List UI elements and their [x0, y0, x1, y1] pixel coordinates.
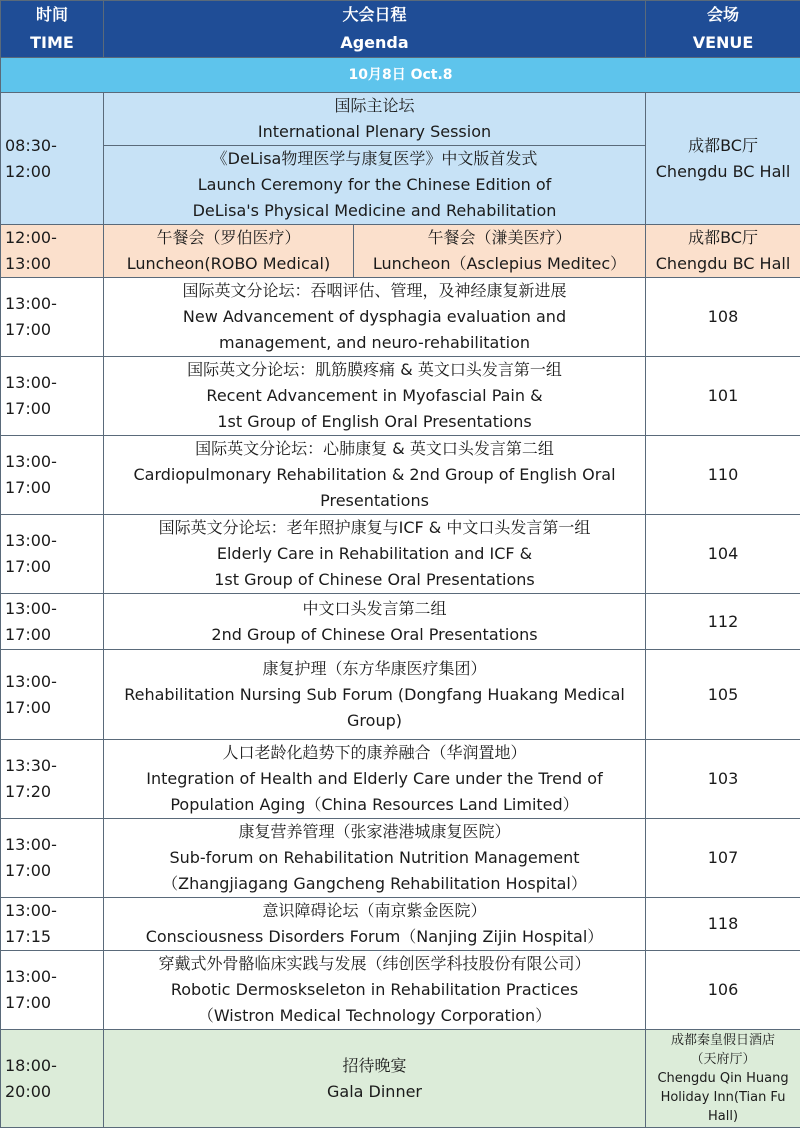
session-title — [104, 515, 646, 594]
session-time: 13:00-17:00 — [1, 278, 104, 357]
session-venue: 112 — [646, 594, 800, 650]
lunch-venue-en: Chengdu BC Hall — [650, 251, 796, 277]
session-time: 13:30-17:20 — [1, 740, 104, 819]
session-row — [1, 357, 800, 436]
session-line: New Advancement of dysphagia evaluation and — [108, 304, 641, 330]
session-venue: 106 — [646, 951, 800, 1030]
session-title — [104, 594, 646, 650]
plenary-time: 08:30-12:00 — [1, 93, 104, 225]
launch-en-2: DeLisa's Physical Medicine and Rehabilitation — [108, 198, 641, 224]
lunch-left — [104, 225, 354, 278]
launch-cn: 《DeLisa物理医学与康复医学》中文版首发式 — [108, 146, 641, 172]
gala-time: 18:00-20:00 — [1, 1030, 104, 1128]
launch-ceremony — [104, 146, 646, 225]
session-line: Group) — [108, 708, 641, 734]
session-line: 2nd Group of Chinese Oral Presentations — [108, 622, 641, 648]
session-line: 意识障碍论坛（南京紫金医院） — [108, 898, 641, 924]
lunch-row — [1, 225, 800, 278]
lunch-left-en: Luncheon(ROBO Medical) — [108, 251, 349, 277]
launch-en-1: Launch Ceremony for the Chinese Edition of — [108, 172, 641, 198]
session-line: （Zhangjiagang Gangcheng Rehabilitation Hospital） — [108, 871, 641, 897]
session-line: 穿戴式外骨骼临床实践与发展（纬创医学科技股份有限公司） — [108, 951, 641, 977]
session-venue: 108 — [646, 278, 800, 357]
header-row — [1, 1, 800, 58]
session-line: Population Aging（China Resources Land Limited） — [108, 792, 641, 818]
lunch-right — [354, 225, 646, 278]
plenary-session — [104, 93, 646, 146]
session-time: 13:00-17:15 — [1, 898, 104, 951]
session-venue: 104 — [646, 515, 800, 594]
plenary-session-cn: 国际主论坛 — [108, 93, 641, 119]
venue-header-cn: 会场 — [650, 1, 796, 29]
session-time: 13:00-17:00 — [1, 436, 104, 515]
date-label: 10月8日 Oct.8 — [1, 58, 800, 93]
session-line: Recent Advancement in Myofascial Pain & — [108, 383, 641, 409]
session-line: 康复营养管理（张家港港城康复医院） — [108, 819, 641, 845]
session-line: 国际英文分论坛：老年照护康复与ICF & 中文口头发言第一组 — [108, 515, 641, 541]
session-venue: 110 — [646, 436, 800, 515]
session-line: Robotic Dermoskseleton in Rehabilitation Practices — [108, 977, 641, 1003]
session-title — [104, 436, 646, 515]
lunch-venue-cn: 成都BC厅 — [650, 225, 796, 251]
session-line: Presentations — [108, 488, 641, 514]
session-line: Sub-forum on Rehabilitation Nutrition Management — [108, 845, 641, 871]
plenary-venue-en: Chengdu BC Hall — [650, 159, 796, 185]
session-title — [104, 740, 646, 819]
session-row — [1, 650, 800, 740]
session-row — [1, 951, 800, 1030]
gala-venue-line: Chengdu Qin Huang — [650, 1069, 796, 1088]
session-line: 中文口头发言第二组 — [108, 596, 641, 622]
gala-row — [1, 1030, 800, 1128]
lunch-right-en: Luncheon（Asclepius Meditec） — [358, 251, 641, 277]
session-row — [1, 898, 800, 951]
agenda-header-en: Agenda — [108, 29, 641, 57]
plenary-row-a — [1, 93, 800, 146]
session-time: 13:00-17:00 — [1, 650, 104, 740]
session-line: Integration of Health and Elderly Care under the Trend of — [108, 766, 641, 792]
plenary-session-en: International Plenary Session — [108, 119, 641, 145]
session-time: 13:00-17:00 — [1, 594, 104, 650]
date-row — [1, 58, 800, 93]
session-line: 国际英文分论坛：心肺康复 & 英文口头发言第二组 — [108, 436, 641, 462]
lunch-time: 12:00-13:00 — [1, 225, 104, 278]
session-line: （Wistron Medical Technology Corporation） — [108, 1003, 641, 1029]
session-row — [1, 819, 800, 898]
time-header — [1, 1, 104, 58]
session-line: management, and neuro-rehabilitation — [108, 330, 641, 356]
session-line: 人口老龄化趋势下的康养融合（华润置地） — [108, 740, 641, 766]
session-row — [1, 278, 800, 357]
agenda-header-cn: 大会日程 — [108, 1, 641, 29]
session-venue: 101 — [646, 357, 800, 436]
venue-header-en: VENUE — [650, 29, 796, 57]
plenary-venue — [646, 93, 800, 225]
session-row — [1, 436, 800, 515]
time-header-en: TIME — [5, 29, 99, 57]
session-line: 1st Group of Chinese Oral Presentations — [108, 567, 641, 593]
session-row — [1, 594, 800, 650]
session-line: 康复护理（东方华康医疗集团） — [108, 656, 641, 682]
session-time: 13:00-17:00 — [1, 515, 104, 594]
session-title — [104, 650, 646, 740]
plenary-venue-cn: 成都BC厅 — [650, 133, 796, 159]
session-row — [1, 740, 800, 819]
gala-venue-line: Holiday Inn(Tian Fu — [650, 1088, 796, 1107]
gala-title — [104, 1030, 646, 1128]
session-time: 13:00-17:00 — [1, 819, 104, 898]
session-venue: 103 — [646, 740, 800, 819]
session-row — [1, 515, 800, 594]
session-line: Rehabilitation Nursing Sub Forum (Dongfang Huakang Medical — [108, 682, 641, 708]
gala-title-en: Gala Dinner — [108, 1079, 641, 1105]
session-line: Consciousness Disorders Forum（Nanjing Zijin Hospital） — [108, 924, 641, 950]
session-line: Elderly Care in Rehabilitation and ICF & — [108, 541, 641, 567]
gala-venue-line: 成都秦皇假日酒店 — [650, 1031, 796, 1050]
session-title — [104, 278, 646, 357]
venue-header — [646, 1, 800, 58]
session-title — [104, 951, 646, 1030]
session-line: 国际英文分论坛：肌筋膜疼痛 & 英文口头发言第一组 — [108, 357, 641, 383]
session-venue: 118 — [646, 898, 800, 951]
session-time: 13:00-17:00 — [1, 357, 104, 436]
session-venue: 105 — [646, 650, 800, 740]
gala-venue-line: Hall) — [650, 1107, 796, 1126]
lunch-left-cn: 午餐会（罗伯医疗） — [108, 225, 349, 251]
session-line: Cardiopulmonary Rehabilitation & 2nd Group of English Oral — [108, 462, 641, 488]
session-title — [104, 819, 646, 898]
agenda-header — [104, 1, 646, 58]
session-line: 1st Group of English Oral Presentations — [108, 409, 641, 435]
gala-title-cn: 招待晚宴 — [108, 1053, 641, 1079]
lunch-right-cn: 午餐会（溓美医疗） — [358, 225, 641, 251]
gala-venue-line: （天府厅） — [650, 1050, 796, 1069]
lunch-venue — [646, 225, 800, 278]
session-title — [104, 357, 646, 436]
session-title — [104, 898, 646, 951]
session-venue: 107 — [646, 819, 800, 898]
session-line: 国际英文分论坛：吞咽评估、管理，及神经康复新进展 — [108, 278, 641, 304]
time-header-cn: 时间 — [5, 1, 99, 29]
gala-venue — [646, 1030, 800, 1128]
session-time: 13:00-17:00 — [1, 951, 104, 1030]
